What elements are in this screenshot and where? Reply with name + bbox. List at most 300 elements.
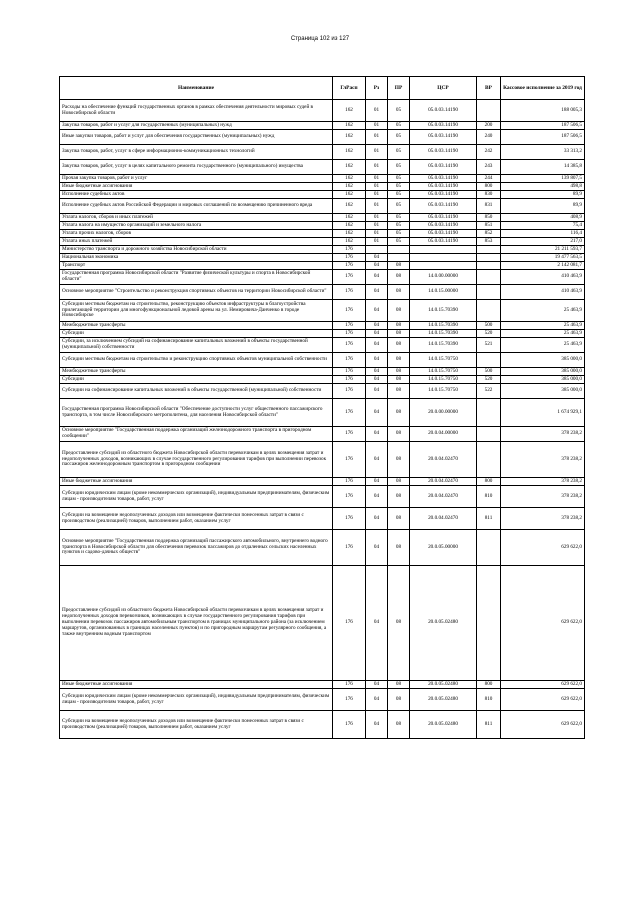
row-vr: 520: [477, 330, 501, 338]
row-rz: 04: [366, 442, 388, 478]
row-amount: 75,4: [501, 222, 585, 230]
row-csr: 05.0.03.14190: [410, 183, 477, 191]
row-rz: 01: [366, 238, 388, 246]
row-glrasp: 176: [333, 270, 366, 285]
row-amount: 410 463,9: [501, 270, 585, 285]
row-pr: 08: [388, 689, 410, 711]
row-amount: 25 463,9: [501, 322, 585, 330]
row-name: Субсидии местным бюджетам на строительство и реконструкцию спортивных объектов муниципальной собственности: [60, 353, 333, 368]
row-pr: 05: [388, 100, 410, 122]
row-vr: 242: [477, 145, 501, 160]
row-amount: 378 238,2: [501, 486, 585, 508]
row-amount: 2 142 081,7: [501, 262, 585, 270]
row-vr: 800: [477, 183, 501, 191]
row-name: Субсидии местным бюджетам на строительство, реконструкцию объектов инфраструктуры в благоустройства прилегающей территории для многофункциональной ледовой арены на ул. Немировича-Данченко в городе Новосибирске: [60, 300, 333, 322]
row-vr: 244: [477, 175, 501, 183]
row-csr: 14.0.15.70390: [410, 322, 477, 330]
table-row: [60, 478, 585, 486]
row-rz: [366, 246, 388, 254]
row-csr: [410, 262, 477, 270]
row-pr: 05: [388, 238, 410, 246]
row-rz: 04: [366, 353, 388, 368]
row-name: Уплата налога на имущество организаций и земельного налога: [60, 222, 333, 230]
row-rz: 01: [366, 145, 388, 160]
row-glrasp: 162: [333, 222, 366, 230]
row-glrasp: 176: [333, 399, 366, 427]
row-vr: [477, 100, 501, 122]
row-vr: [477, 262, 501, 270]
row-rz: 04: [366, 530, 388, 566]
row-rz: 04: [366, 566, 388, 681]
row-vr: 811: [477, 711, 501, 739]
table-row: [60, 376, 585, 384]
row-amount: 498,8: [501, 183, 585, 191]
row-name: Уплата иных платежей: [60, 238, 333, 246]
row-pr: 05: [388, 222, 410, 230]
row-glrasp: 176: [333, 427, 366, 442]
row-rz: 01: [366, 230, 388, 238]
table-row: [60, 486, 585, 508]
table-row: [60, 230, 585, 238]
row-vr: 500: [477, 368, 501, 376]
row-vr: 521: [477, 338, 501, 353]
row-vr: [477, 399, 501, 427]
row-glrasp: 162: [333, 238, 366, 246]
table-row: [60, 270, 585, 285]
header-csr: ЦСР: [410, 77, 477, 100]
row-amount: 1 674 929,1: [501, 399, 585, 427]
row-name: Иные закупки товаров, работ и услуг для обеспечения государственных (муниципальных) нужд: [60, 130, 333, 145]
table-row: [60, 222, 585, 230]
header-rz: Рз: [366, 77, 388, 100]
row-vr: 522: [477, 384, 501, 399]
row-name: Министерство транспорта и дорожного хозяйства Новосибирской области: [60, 246, 333, 254]
row-csr: 14.0.15.70390: [410, 338, 477, 353]
row-vr: [477, 285, 501, 300]
row-vr: 831: [477, 199, 501, 214]
table-row: [60, 191, 585, 199]
table-row: [60, 322, 585, 330]
row-rz: 01: [366, 160, 388, 175]
row-csr: 05.0.03.14190: [410, 222, 477, 230]
row-csr: 20.0.05.02480: [410, 681, 477, 689]
table-row: [60, 711, 585, 739]
row-pr: 08: [388, 681, 410, 689]
row-amount: 25 463,9: [501, 330, 585, 338]
row-name: Иные бюджетные ассигнования: [60, 478, 333, 486]
row-glrasp: 162: [333, 214, 366, 222]
table-row: [60, 246, 585, 254]
row-vr: 810: [477, 689, 501, 711]
row-glrasp: 162: [333, 175, 366, 183]
row-amount: 25 463,9: [501, 300, 585, 322]
row-csr: 14.0.15.70390: [410, 330, 477, 338]
row-vr: 200: [477, 122, 501, 130]
row-csr: 20.0.05.02480: [410, 711, 477, 739]
row-vr: 852: [477, 230, 501, 238]
row-glrasp: 176: [333, 353, 366, 368]
page-header: Страница 102 из 127: [290, 36, 350, 42]
row-glrasp: 162: [333, 183, 366, 191]
row-amount: 629 622,0: [501, 566, 585, 681]
row-glrasp: 176: [333, 384, 366, 399]
table-row: [60, 338, 585, 353]
row-amount: 19 477 563,5: [501, 254, 585, 262]
row-amount: 89,9: [501, 199, 585, 214]
row-csr: 05.0.03.14190: [410, 214, 477, 222]
row-amount: 408,9: [501, 214, 585, 222]
row-vr: 520: [477, 376, 501, 384]
row-vr: [477, 254, 501, 262]
row-rz: 04: [366, 262, 388, 270]
row-pr: 08: [388, 711, 410, 739]
row-csr: 20.0.05.02480: [410, 566, 477, 681]
row-pr: 08: [388, 530, 410, 566]
table-row: [60, 399, 585, 427]
row-name: Межбюджетные трансферты: [60, 368, 333, 376]
row-pr: 08: [388, 353, 410, 368]
row-rz: 01: [366, 222, 388, 230]
row-glrasp: 176: [333, 246, 366, 254]
row-csr: 14.0.15.70750: [410, 368, 477, 376]
row-csr: 05.0.03.14190: [410, 175, 477, 183]
row-csr: 20.0.04.02470: [410, 442, 477, 478]
table-row: [60, 285, 585, 300]
row-glrasp: 176: [333, 689, 366, 711]
row-amount: 385 000,0: [501, 384, 585, 399]
header-vr: ВР: [477, 77, 501, 100]
row-rz: 04: [366, 270, 388, 285]
row-vr: 853: [477, 238, 501, 246]
row-amount: 89,9: [501, 191, 585, 199]
row-pr: 08: [388, 508, 410, 530]
row-name: Национальная экономика: [60, 254, 333, 262]
row-name: Субсидии на софинансирование капитальных вложений в объекты государственной (муниципальной) собственности: [60, 384, 333, 399]
table-row: [60, 681, 585, 689]
row-amount: 629 622,0: [501, 711, 585, 739]
row-name: Субсидии: [60, 376, 333, 384]
row-glrasp: 176: [333, 330, 366, 338]
table-row: [60, 262, 585, 270]
row-glrasp: 162: [333, 230, 366, 238]
row-rz: 04: [366, 254, 388, 262]
row-vr: 811: [477, 508, 501, 530]
row-glrasp: 162: [333, 199, 366, 214]
row-csr: 20.0.04.00000: [410, 427, 477, 442]
table-row: [60, 160, 585, 175]
row-glrasp: 176: [333, 262, 366, 270]
row-amount: 385 000,0: [501, 376, 585, 384]
row-pr: 05: [388, 191, 410, 199]
row-pr: 08: [388, 330, 410, 338]
row-rz: 04: [366, 285, 388, 300]
row-glrasp: 176: [333, 530, 366, 566]
row-csr: 14.0.15.00000: [410, 285, 477, 300]
table-header-row: [60, 77, 585, 100]
row-vr: 240: [477, 130, 501, 145]
row-rz: 04: [366, 486, 388, 508]
row-amount: 33 313,2: [501, 145, 585, 160]
row-csr: 20.0.05.02480: [410, 689, 477, 711]
table-row: [60, 427, 585, 442]
row-vr: 850: [477, 214, 501, 222]
row-csr: 20.0.05.00000: [410, 530, 477, 566]
row-csr: 05.0.03.14190: [410, 238, 477, 246]
row-name: Закупка товаров, работ и услуг для государственных (муниципальных) нужд: [60, 122, 333, 130]
row-rz: 04: [366, 427, 388, 442]
row-csr: 20.0.04.02470: [410, 478, 477, 486]
row-rz: 04: [366, 508, 388, 530]
row-amount: 629 622,0: [501, 530, 585, 566]
row-rz: 01: [366, 130, 388, 145]
row-rz: 01: [366, 175, 388, 183]
row-pr: 08: [388, 478, 410, 486]
row-rz: 04: [366, 338, 388, 353]
row-vr: [477, 427, 501, 442]
row-pr: 05: [388, 160, 410, 175]
row-name: Субсидии юридическим лицам (кроме некоммерческих организаций), индивидуальным предпринимателям, физическим лицам - производителям товаров, работ, услуг: [60, 486, 333, 508]
row-rz: 04: [366, 399, 388, 427]
table-row: [60, 238, 585, 246]
row-rz: 01: [366, 100, 388, 122]
row-glrasp: 176: [333, 711, 366, 739]
row-name: Субсидии на возмещение недополученных доходов или возмещение фактически понесенных затрат в связи с производством (реализацией) товаров, выполнением работ, оказанием услуг: [60, 508, 333, 530]
row-glrasp: 176: [333, 508, 366, 530]
row-pr: 08: [388, 300, 410, 322]
row-vr: 500: [477, 322, 501, 330]
row-csr: 05.0.03.14190: [410, 100, 477, 122]
row-csr: 05.0.03.14190: [410, 191, 477, 199]
row-rz: 04: [366, 376, 388, 384]
row-vr: 243: [477, 160, 501, 175]
row-csr: 05.0.03.14190: [410, 130, 477, 145]
table-row: [60, 384, 585, 399]
table-row: [60, 214, 585, 222]
row-amount: 217,0: [501, 238, 585, 246]
row-pr: 08: [388, 486, 410, 508]
row-name: Иные бюджетные ассигнования: [60, 183, 333, 191]
row-glrasp: 176: [333, 300, 366, 322]
row-pr: 08: [388, 368, 410, 376]
table-row: [60, 300, 585, 322]
row-name: Государственная программа Новосибирской области "Развитие физической культуры и спорта в Новосибирской области": [60, 270, 333, 285]
row-name: Субсидии юридическим лицам (кроме некоммерческих организаций), индивидуальным предпринимателям, физическим лицам - производителям товаров, работ, услуг: [60, 689, 333, 711]
row-name: Иные бюджетные ассигнования: [60, 681, 333, 689]
row-glrasp: 162: [333, 122, 366, 130]
row-vr: 810: [477, 486, 501, 508]
budget-table: [59, 76, 585, 739]
row-amount: 629 622,0: [501, 681, 585, 689]
table-row: [60, 330, 585, 338]
row-glrasp: 162: [333, 100, 366, 122]
table-row: [60, 199, 585, 214]
row-csr: 14.0.00.00000: [410, 270, 477, 285]
row-name: Уплата прочих налогов, сборов: [60, 230, 333, 238]
row-vr: 830: [477, 191, 501, 199]
row-vr: 800: [477, 478, 501, 486]
table-row: [60, 175, 585, 183]
row-pr: [388, 246, 410, 254]
row-name: Прочая закупка товаров, работ и услуг: [60, 175, 333, 183]
row-vr: 851: [477, 222, 501, 230]
row-rz: 01: [366, 122, 388, 130]
row-amount: 378 238,2: [501, 442, 585, 478]
row-name: Предоставление субсидий из областного бюджета Новосибирской области перевозчикам в целях возмещения затрат и недополученных доходов перевозчиков, возникающих в случае государственного регулирования тарифов при выполнении перевозок пассажиров автомобильным транспортом в границах муниципального района (за исключением маршрутов, организованных в границах населенных пунктов) и по пригородным маршрутам регулярного сообщения, а также внутренним водным транспортом: [60, 566, 333, 681]
row-name: Субсидии на возмещение недополученных доходов или возмещение фактически понесенных затрат в связи с производством (реализацией) товаров, выполнением работ, оказанием услуг: [60, 711, 333, 739]
row-csr: 05.0.03.14190: [410, 122, 477, 130]
row-glrasp: 176: [333, 285, 366, 300]
row-pr: 05: [388, 183, 410, 191]
row-amount: 629 622,0: [501, 689, 585, 711]
row-vr: [477, 270, 501, 285]
row-vr: 800: [477, 681, 501, 689]
row-rz: 04: [366, 689, 388, 711]
row-amount: 21 211 593,7: [501, 246, 585, 254]
row-rz: 04: [366, 384, 388, 399]
row-csr: [410, 246, 477, 254]
row-glrasp: 162: [333, 130, 366, 145]
row-glrasp: 162: [333, 191, 366, 199]
row-csr: 14.0.15.70750: [410, 353, 477, 368]
row-name: Расходы на обеспечение функций государственных органов в рамках обеспечения деятельности мировых судей в Новосибирской области: [60, 100, 333, 122]
row-amount: 116,4: [501, 230, 585, 238]
row-glrasp: 176: [333, 254, 366, 262]
row-name: Государственная программа Новосибирской области "Обеспечение доступности услуг общественного пассажирского транспорта, в том числе Новосибирского метрополитена, для населения Новосибирской области": [60, 399, 333, 427]
row-pr: 08: [388, 384, 410, 399]
row-pr: 08: [388, 427, 410, 442]
row-vr: [477, 530, 501, 566]
header-pr: ПР: [388, 77, 410, 100]
row-vr: [477, 353, 501, 368]
table-row: [60, 100, 585, 122]
row-csr: 05.0.03.14190: [410, 199, 477, 214]
row-glrasp: 176: [333, 376, 366, 384]
row-name: Исполнение судебных актов: [60, 191, 333, 199]
header-glrasp: ГлРасп: [333, 77, 366, 100]
row-pr: 08: [388, 262, 410, 270]
row-csr: 14.0.15.70750: [410, 384, 477, 399]
row-name: Субсидии, за исключением субсидий на софинансирование капитальных вложений в объекты государственной (муниципальной) собственности: [60, 338, 333, 353]
table-row: [60, 508, 585, 530]
row-name: Субсидии: [60, 330, 333, 338]
row-rz: 04: [366, 368, 388, 376]
row-pr: 08: [388, 322, 410, 330]
row-glrasp: 162: [333, 160, 366, 175]
table-row: [60, 566, 585, 681]
table-row: [60, 183, 585, 191]
row-amount: 139 807,5: [501, 175, 585, 183]
row-csr: 05.0.03.14190: [410, 230, 477, 238]
row-amount: 378 238,2: [501, 478, 585, 486]
table-row: [60, 122, 585, 130]
row-csr: 14.0.15.70390: [410, 300, 477, 322]
row-name: Транспорт: [60, 262, 333, 270]
row-csr: 05.0.03.14190: [410, 160, 477, 175]
row-pr: 05: [388, 145, 410, 160]
row-glrasp: 162: [333, 145, 366, 160]
row-vr: [477, 246, 501, 254]
row-pr: 08: [388, 566, 410, 681]
row-pr: 08: [388, 270, 410, 285]
table-row: [60, 530, 585, 566]
row-rz: 01: [366, 191, 388, 199]
row-glrasp: 176: [333, 338, 366, 353]
row-pr: [388, 254, 410, 262]
row-pr: 05: [388, 214, 410, 222]
row-amount: 385 000,0: [501, 353, 585, 368]
row-name: Межбюджетные трансферты: [60, 322, 333, 330]
row-name: Закупка товаров, работ, услуг в сфере информационно-коммуникационных технологий: [60, 145, 333, 160]
row-pr: 05: [388, 199, 410, 214]
row-rz: 04: [366, 300, 388, 322]
row-pr: 08: [388, 376, 410, 384]
header-amount: Кассовое исполнение за 2019 год: [501, 77, 585, 100]
table-row: [60, 130, 585, 145]
row-csr: 20.0.00.00000: [410, 399, 477, 427]
row-pr: 05: [388, 230, 410, 238]
row-name: Основное мероприятие "Государственная поддержка организаций пассажирского автомобильного, внутреннего водного транспорта в Новосибирской области для обеспечения перевозок пассажиров до отдаленных сельских населенных пунктов и садово-дачных обществ": [60, 530, 333, 566]
row-amount: 14 385,8: [501, 160, 585, 175]
table-row: [60, 145, 585, 160]
row-name: Закупка товаров, работ, услуг в целях капитального ремонта государственного (муниципального) имущества: [60, 160, 333, 175]
table-row: [60, 442, 585, 478]
row-rz: 04: [366, 322, 388, 330]
row-csr: 14.0.15.70750: [410, 376, 477, 384]
row-glrasp: 176: [333, 478, 366, 486]
table-row: [60, 254, 585, 262]
row-pr: 05: [388, 175, 410, 183]
row-amount: 378 238,2: [501, 427, 585, 442]
row-rz: 04: [366, 330, 388, 338]
row-rz: 04: [366, 681, 388, 689]
row-glrasp: 176: [333, 486, 366, 508]
row-amount: 378 238,2: [501, 508, 585, 530]
row-amount: 188 005,3: [501, 100, 585, 122]
row-name: Основное мероприятие "Строительство и реконструкция спортивных объектов на территории Новосибирской области": [60, 285, 333, 300]
row-pr: 08: [388, 399, 410, 427]
row-name: Основное мероприятие "Государственная поддержка организаций железнодорожного транспорта в пригородном сообщении": [60, 427, 333, 442]
row-rz: 01: [366, 183, 388, 191]
row-pr: 08: [388, 442, 410, 478]
row-rz: 01: [366, 199, 388, 214]
table-body: [60, 100, 585, 739]
row-glrasp: 176: [333, 681, 366, 689]
row-rz: 04: [366, 711, 388, 739]
row-name: Предоставление субсидий из областного бюджета Новосибирской области перевозчикам в целях возмещения затрат и недополученных доходов, возникающих в случае государственного регулирования тарифов при выполнении перевозок пассажиров железнодорожным транспортом в пригородном сообщении: [60, 442, 333, 478]
row-name: Исполнение судебных актов Российской Федерации и мировых соглашений по возмещению причиненного вреда: [60, 199, 333, 214]
row-glrasp: 176: [333, 368, 366, 376]
row-glrasp: 176: [333, 442, 366, 478]
row-vr: [477, 300, 501, 322]
row-csr: 20.0.04.02470: [410, 486, 477, 508]
table-row: [60, 353, 585, 368]
row-rz: 01: [366, 214, 388, 222]
row-amount: 385 000,0: [501, 368, 585, 376]
row-pr: 05: [388, 130, 410, 145]
row-glrasp: 176: [333, 322, 366, 330]
row-pr: 05: [388, 122, 410, 130]
row-csr: [410, 254, 477, 262]
row-vr: [477, 442, 501, 478]
row-vr: [477, 566, 501, 681]
row-rz: 04: [366, 478, 388, 486]
row-amount: 410 463,9: [501, 285, 585, 300]
row-csr: 20.0.04.02470: [410, 508, 477, 530]
header-name: Наименование: [60, 77, 333, 100]
row-glrasp: 176: [333, 566, 366, 681]
row-amount: 187 506,5: [501, 130, 585, 145]
row-amount: 25 463,9: [501, 338, 585, 353]
